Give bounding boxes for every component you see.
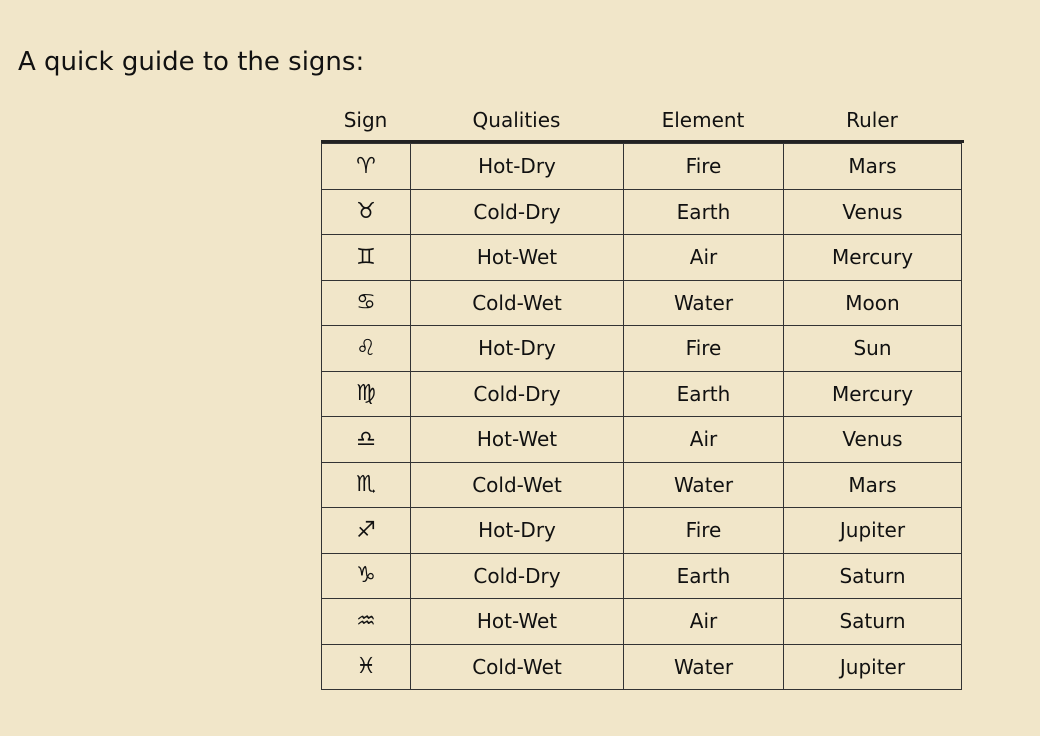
ruler-cell: Jupiter	[784, 644, 962, 690]
table-row	[322, 235, 962, 281]
ruler-cell: Saturn	[784, 553, 962, 599]
element-cell: Water	[624, 462, 784, 508]
table-row	[322, 599, 962, 645]
table-row	[322, 144, 962, 190]
ruler-cell: Sun	[784, 326, 962, 372]
sign-symbol: ♋︎	[322, 280, 411, 326]
ruler-cell: Venus	[784, 189, 962, 235]
ruler-cell: Mars	[784, 462, 962, 508]
sign-symbol: ♍︎	[322, 371, 411, 417]
qualities-cell: Hot-Dry	[411, 326, 624, 372]
element-cell: Water	[624, 280, 784, 326]
qualities-cell: Cold-Wet	[411, 280, 624, 326]
sign-symbol: ♉︎	[322, 189, 411, 235]
qualities-cell: Hot-Dry	[411, 508, 624, 554]
element-cell: Fire	[624, 508, 784, 554]
table-row	[322, 508, 962, 554]
qualities-cell: Hot-Wet	[411, 417, 624, 463]
sign-symbol: ♎︎	[322, 417, 411, 463]
qualities-cell: Cold-Dry	[411, 553, 624, 599]
element-cell: Air	[624, 599, 784, 645]
sign-symbol: ♈︎	[322, 144, 411, 190]
qualities-cell: Cold-Wet	[411, 462, 624, 508]
element-cell: Fire	[624, 144, 784, 190]
sign-symbol: ♐︎	[322, 508, 411, 554]
sign-symbol: ♏︎	[322, 462, 411, 508]
column-header-element: Element	[661, 108, 745, 132]
element-cell: Earth	[624, 553, 784, 599]
column-header-ruler: Ruler	[846, 108, 898, 132]
qualities-cell: Cold-Dry	[411, 189, 624, 235]
ruler-cell: Mercury	[784, 235, 962, 281]
table-header	[321, 104, 961, 136]
sign-symbol: ♌︎	[322, 326, 411, 372]
table-row	[322, 417, 962, 463]
sign-symbol: ♑︎	[322, 553, 411, 599]
table-row	[322, 644, 962, 690]
table-row	[322, 371, 962, 417]
qualities-cell: Cold-Dry	[411, 371, 624, 417]
page-title: A quick guide to the signs:	[18, 47, 365, 77]
ruler-cell: Saturn	[784, 599, 962, 645]
element-cell: Earth	[624, 189, 784, 235]
column-header-sign: Sign	[343, 108, 388, 132]
ruler-cell: Moon	[784, 280, 962, 326]
sign-symbol: ♒︎	[322, 599, 411, 645]
sign-symbol: ♓︎	[322, 644, 411, 690]
element-cell: Air	[624, 417, 784, 463]
qualities-cell: Cold-Wet	[411, 644, 624, 690]
sign-symbol: ♊︎	[322, 235, 411, 281]
table-row	[322, 326, 962, 372]
ruler-cell: Mercury	[784, 371, 962, 417]
qualities-cell: Hot-Wet	[411, 599, 624, 645]
table-row	[322, 553, 962, 599]
table-row	[322, 280, 962, 326]
ruler-cell: Mars	[784, 144, 962, 190]
element-cell: Earth	[624, 371, 784, 417]
qualities-cell: Hot-Wet	[411, 235, 624, 281]
ruler-cell: Jupiter	[784, 508, 962, 554]
table-row	[322, 462, 962, 508]
qualities-cell: Hot-Dry	[411, 144, 624, 190]
table-row	[322, 189, 962, 235]
ruler-cell: Venus	[784, 417, 962, 463]
signs-table	[321, 143, 962, 690]
column-header-qualities: Qualities	[472, 108, 561, 132]
element-cell: Air	[624, 235, 784, 281]
signs-table-body	[322, 144, 962, 690]
element-cell: Fire	[624, 326, 784, 372]
element-cell: Water	[624, 644, 784, 690]
